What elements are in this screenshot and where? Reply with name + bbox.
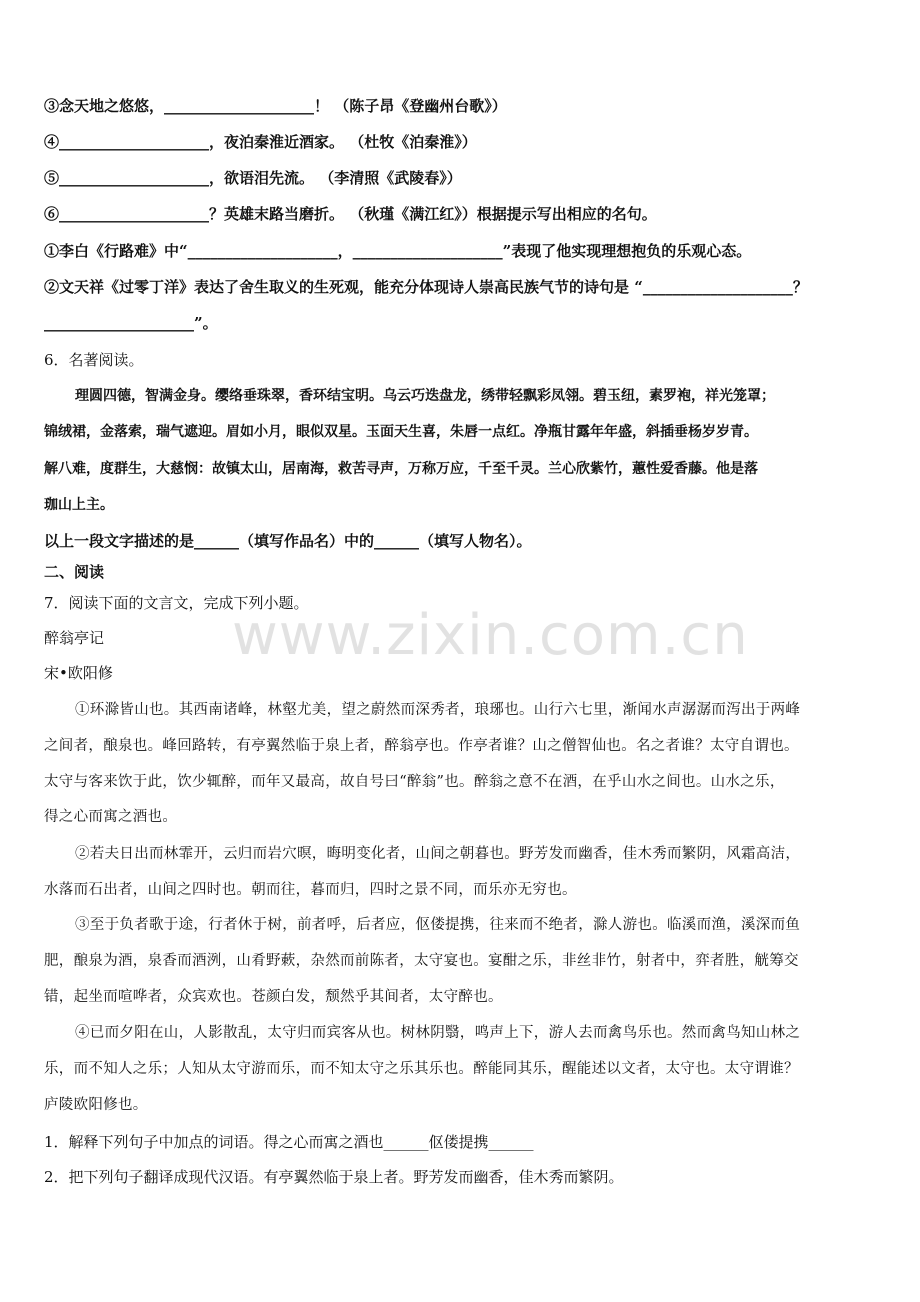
context-fill-line-1: ①李白《行路难》中“____________________，____________________”表现了他实现理想抱负的乐观心态。	[44, 242, 752, 260]
essay-paragraph-4: ④已而夕阳在山，人影散乱，太守归而宾客从也。树林阴翳，鸣声上下，游人去而禽鸟乐也。然而禽鸟知山林之	[75, 1025, 801, 1041]
essay-paragraph-4: 乐，而不知人之乐；人知从太守游而乐，而不知太守之乐其乐也。醉能同其乐，醒能述以文者，太守也。太守谓谁？	[44, 1061, 799, 1077]
watermark-text: www.zixin.com.cn	[232, 603, 749, 668]
passage-line: 理圆四德，智满金身。缨络垂珠翠，香环结宝明。乌云巧迭盘龙，绣带轻飘彩凤翎。碧玉纽，素罗袍，祥光笼罩；	[75, 388, 775, 404]
essay-paragraph-4: 庐陵欧阳修也。	[44, 1097, 148, 1113]
essay-paragraph-1: 太守与客来饮于此，饮少辄醉，而年又最高，故自号曰“醉翁”也。醉翁之意不在酒，在乎山水之间也。山水之乐，	[44, 774, 785, 790]
essay-paragraph-3: ③至于负者歌于途，行者休于树，前者呼，后者应，伛偻提携，往来而不绝者，滁人游也。临溪而渔，溪深而鱼	[75, 917, 801, 933]
question-6-heading: 6．名著阅读。	[44, 351, 144, 369]
passage-line: 珈山上主。	[44, 497, 114, 513]
poem-fill-line-3: ③念天地之悠悠，____________________！ （陈子昂《登幽州台歌》）	[44, 97, 507, 115]
essay-author: 宋•欧阳修	[44, 664, 113, 682]
section-heading-reading: 二、阅读	[44, 563, 105, 581]
poem-fill-line-6: ⑥____________________？英雄末路当磨折。 （秋瑾《满江红》）根据提示写出相应的名句。	[44, 205, 657, 223]
essay-paragraph-1: ①环滁皆山也。其西南诸峰，林壑尤美，望之蔚然而深秀者，琅琊也。山行六七里，渐闻水声潺潺而泻出于两峰	[75, 702, 801, 718]
passage-line: 解八难，度群生，大慈悯：故镇太山，居南海，救苦寻声，万称万应，千至千灵。兰心欣紫竹，蕙性爱香藤。他是落	[44, 461, 758, 477]
essay-paragraph-1: 得之心而寓之酒也。	[44, 809, 178, 825]
essay-title: 醉翁亭记	[44, 629, 105, 647]
essay-paragraph-2: 水落而石出者，山间之四时也。朝而往，暮而归，四时之景不同，而乐亦无穷也。	[44, 882, 577, 898]
essay-paragraph-2: ②若夫日出而林霏开，云归而岩穴暝，晦明变化者，山间之朝暮也。野芳发而幽香，佳木秀而繁阴，风霜高洁，	[75, 846, 801, 862]
question-6-prompt: 以上一段文字描述的是______（填写作品名）中的______（填写人物名）。	[44, 532, 532, 550]
question-7-heading: 7．阅读下面的文言文，完成下列小题。	[44, 594, 309, 612]
essay-paragraph-3: 错，起坐而喧哗者，众宾欢也。苍颜白发，颓然乎其间者，太守醉也。	[44, 989, 503, 1005]
context-fill-line-2: ②文天祥《过零丁洋》表达了舍生取义的生死观，能充分体现诗人崇高民族气节的诗句是 “____________________？	[44, 278, 808, 296]
essay-paragraph-1: 之间者，酿泉也。峰回路转，有亭翼然临于泉上者，醉翁亭也。作亭者谁？山之僧智仙也。名之者谁？太守自谓也。	[44, 738, 799, 754]
passage-line: 锦绒裙，金落索，瑞气遮迎。眉如小月，眼似双星。玉面天生喜，朱唇一点红。净瓶甘露年年盛，斜插垂杨岁岁青。	[44, 424, 758, 440]
poem-fill-line-5: ⑤____________________，欲语泪先流。 （李清照《武陵春》）	[44, 169, 462, 187]
context-fill-line-2-cont: ____________________”。	[44, 314, 218, 332]
poem-fill-line-4: ④____________________，夜泊秦淮近酒家。 （杜牧《泊秦淮》）	[44, 133, 477, 151]
sub-question-2: 2．把下列句子翻译成现代汉语。有亭翼然临于泉上者。野芳发而幽香，佳木秀而繁阴。	[44, 1168, 624, 1186]
sub-question-1: 1．解释下列句子中加点的词语。得之心而寓之酒也______伛偻提携______	[44, 1133, 534, 1151]
essay-paragraph-3: 肥，酿泉为酒，泉香而酒洌，山肴野蔌，杂然而前陈者，太守宴也。宴酣之乐，非丝非竹，射者中，弈者胜，觥筹交	[44, 953, 799, 969]
